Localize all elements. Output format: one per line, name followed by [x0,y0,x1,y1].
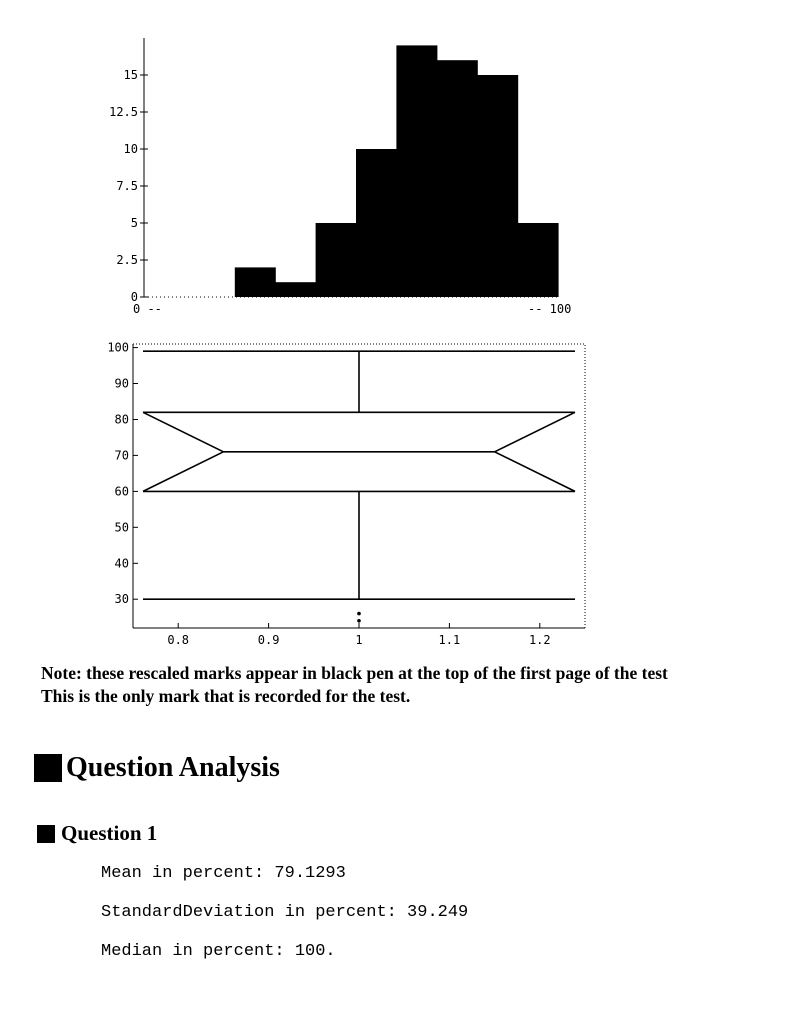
histogram-bar [437,60,478,297]
histogram-y-tick-label: 10 [123,142,138,156]
histogram-x-tick-left: 0 -- [133,302,162,316]
sd-stat: StandardDeviation in percent: 39.249 [101,903,469,922]
box-x-tick-label: 1.2 [528,633,551,647]
histogram-y-tick-label: 12.5 [109,105,138,119]
histogram-bars [235,45,559,297]
section-bullet-icon [34,754,62,782]
box-y-tick-label: 80 [114,412,129,427]
mean-stat: Mean in percent: 79.1293 [101,864,346,883]
box-whisker-chart [0,330,785,650]
box-outlier-point [357,619,361,623]
histogram-bar [396,45,437,297]
box-x-tick-label: 0.8 [167,633,190,647]
histogram-bar [235,267,276,297]
box-y-tick-label: 60 [114,484,129,499]
box-y-tick-label: 100 [107,340,129,355]
histogram-y-tick-label: 7.5 [116,179,138,193]
box-plot-marks [143,351,575,622]
question-bullet-icon [37,825,55,843]
box-notch-lower-right [495,452,575,492]
histogram-bar [316,223,357,297]
histogram-bar [518,223,559,297]
histogram-bar [356,149,397,297]
box-x-tick-label: 0.9 [257,633,280,647]
box-notch-lower-left [143,452,223,492]
box-notch-upper-right [495,412,575,452]
box-x-tick-label: 1.1 [438,633,461,647]
box-plot-x-ticks [167,623,550,647]
section-title: Question Analysis [66,752,280,783]
histogram-y-tick-label: 2.5 [116,253,138,267]
box-notch-upper-left [143,412,223,452]
histogram-x-tick-right: -- 100 [528,302,572,316]
median-stat: Median in percent: 100. [101,942,336,961]
note-text [41,662,785,708]
histogram-y-ticks [109,68,148,304]
histogram-bar [477,75,518,297]
box-y-tick-label: 90 [114,376,129,391]
histogram-y-tick-label: 5 [130,216,138,230]
question-title: Question 1 [61,821,158,845]
box-x-tick-label: 1 [355,633,363,647]
box-y-tick-label: 70 [114,448,129,463]
histogram-y-tick-label: 15 [123,68,138,82]
box-y-tick-label: 50 [114,520,129,535]
histogram-bar [275,282,316,297]
histogram-chart [0,0,785,325]
note-line-1: Note: these rescaled marks appear in black pen at the top of the first page of the test [41,663,668,683]
note-line-2: This is the only mark that is recorded for the test. [41,686,411,706]
section-heading [34,752,280,784]
box-y-tick-label: 30 [114,592,129,607]
histogram-y-tick-label: 0 [130,290,138,304]
question-heading [37,821,157,846]
box-outlier-point [357,612,361,616]
box-y-tick-label: 40 [114,556,129,571]
